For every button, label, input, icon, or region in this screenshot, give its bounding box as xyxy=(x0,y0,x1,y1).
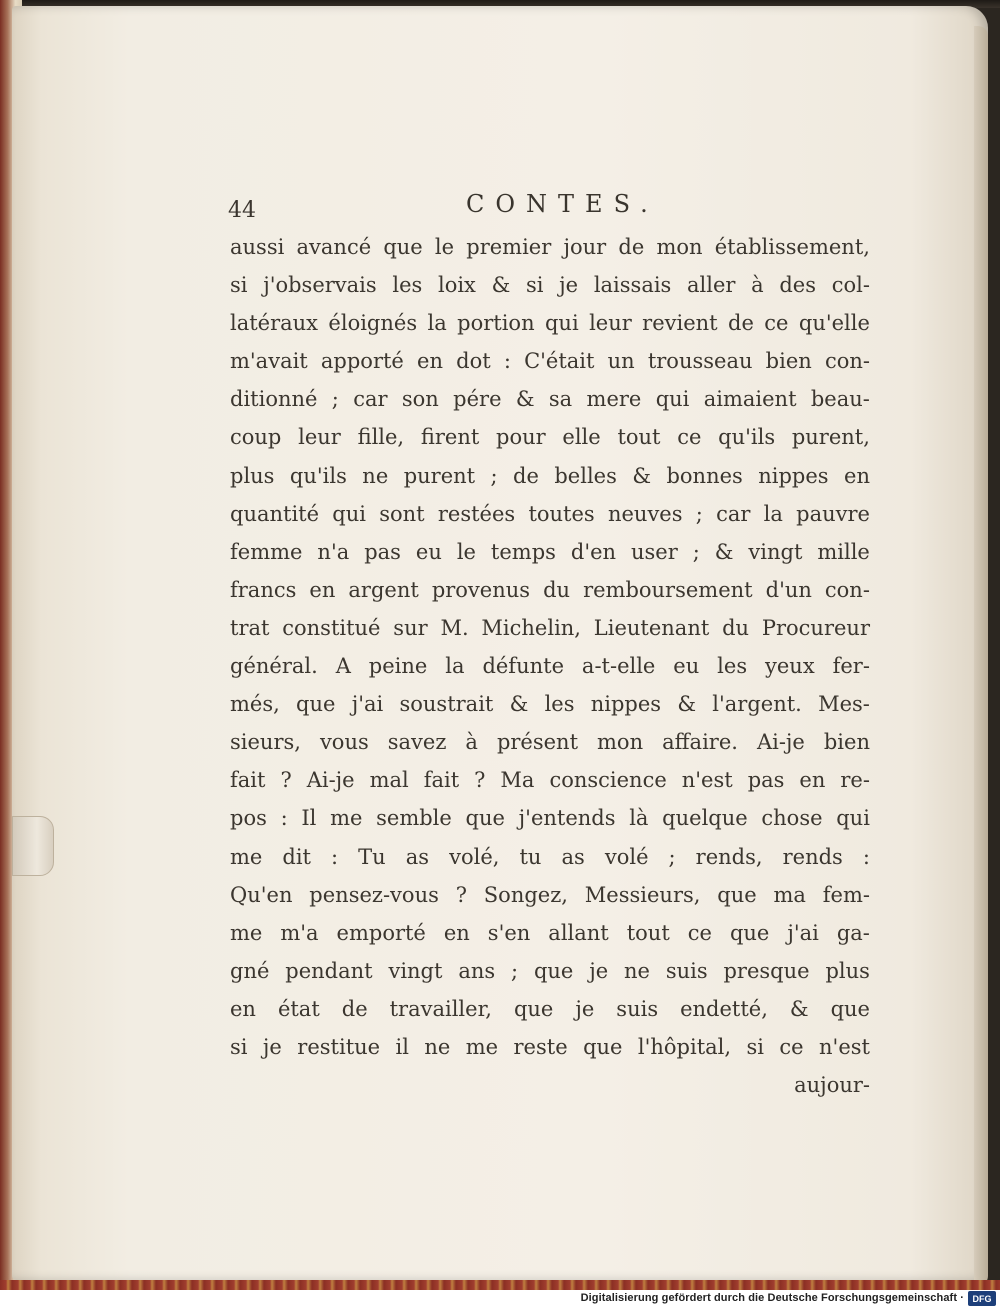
text-line: me m'a emporté en s'en allant tout ce que j'ai ga- xyxy=(230,920,870,945)
page-number: 44 xyxy=(228,198,256,223)
text-line: més, que j'ai soustrait & les nippes & l'argent. Mes- xyxy=(230,692,870,717)
text-line: si j'observais les loix & si je laissais aller à des col- xyxy=(230,273,870,298)
running-title: CONTES. xyxy=(466,190,659,218)
text-line: me dit : Tu as volé, tu as volé ; rends, rends : xyxy=(230,844,870,869)
page-edge xyxy=(974,26,988,1286)
text-line: pos : Il me semble que j'entends là quelque chose qui xyxy=(230,806,870,831)
page-header xyxy=(226,190,866,230)
catchword: aujour- xyxy=(794,1073,870,1098)
text-line: en état de travailler, que je suis endetté, & que xyxy=(230,996,870,1021)
text-line: si je restitue il ne me reste que l'hôpital, si ce n'est xyxy=(230,1034,870,1059)
text-line: trat constitué sur M. Michelin, Lieutenant du Procureur xyxy=(230,615,870,640)
text-line: aussi avancé que le premier jour de mon établissement, xyxy=(230,235,870,259)
text-line: Qu'en pensez-vous ? Songez, Messieurs, que ma fem- xyxy=(230,882,870,907)
book-edge-bottom xyxy=(0,1280,1000,1290)
bookmark-tab xyxy=(12,816,54,876)
text-line: latéraux éloignés la portion qui leur revient de ce qu'elle xyxy=(230,311,870,336)
text-line: m'avait apporté en dot : C'était un trousseau bien con- xyxy=(230,349,870,374)
dfg-logo: DFG xyxy=(968,1291,996,1306)
body-text xyxy=(230,228,870,1104)
text-line: plus qu'ils ne purent ; de belles & bonnes nippes en xyxy=(230,463,870,488)
text-line: francs en argent provenus du remboursement d'un con- xyxy=(230,577,870,602)
text-line: gné pendant vingt ans ; que je ne suis presque plus xyxy=(230,958,870,983)
text-line: fait ? Ai-je mal fait ? Ma conscience n'est pas en re- xyxy=(230,768,870,793)
text-line: général. A peine la défunte a-t-elle eu les yeux fer- xyxy=(230,654,870,679)
digitization-credit: Digitalisierung gefördert durch die Deutsche Forschungsgemeinschaft · xyxy=(580,1292,964,1304)
text-line: coup leur fille, firent pour elle tout ce qu'ils purent, xyxy=(230,425,870,450)
text-line: sieurs, vous savez à présent mon affaire. Ai-je bien xyxy=(230,730,870,755)
text-line: femme n'a pas eu le temps d'en user ; & vingt mille xyxy=(230,539,870,564)
text-line: ditionné ; car son pére & sa mere qui aimaient beau- xyxy=(230,387,870,412)
text-line: quantité qui sont restées toutes neuves ; car la pauvre xyxy=(230,501,870,526)
